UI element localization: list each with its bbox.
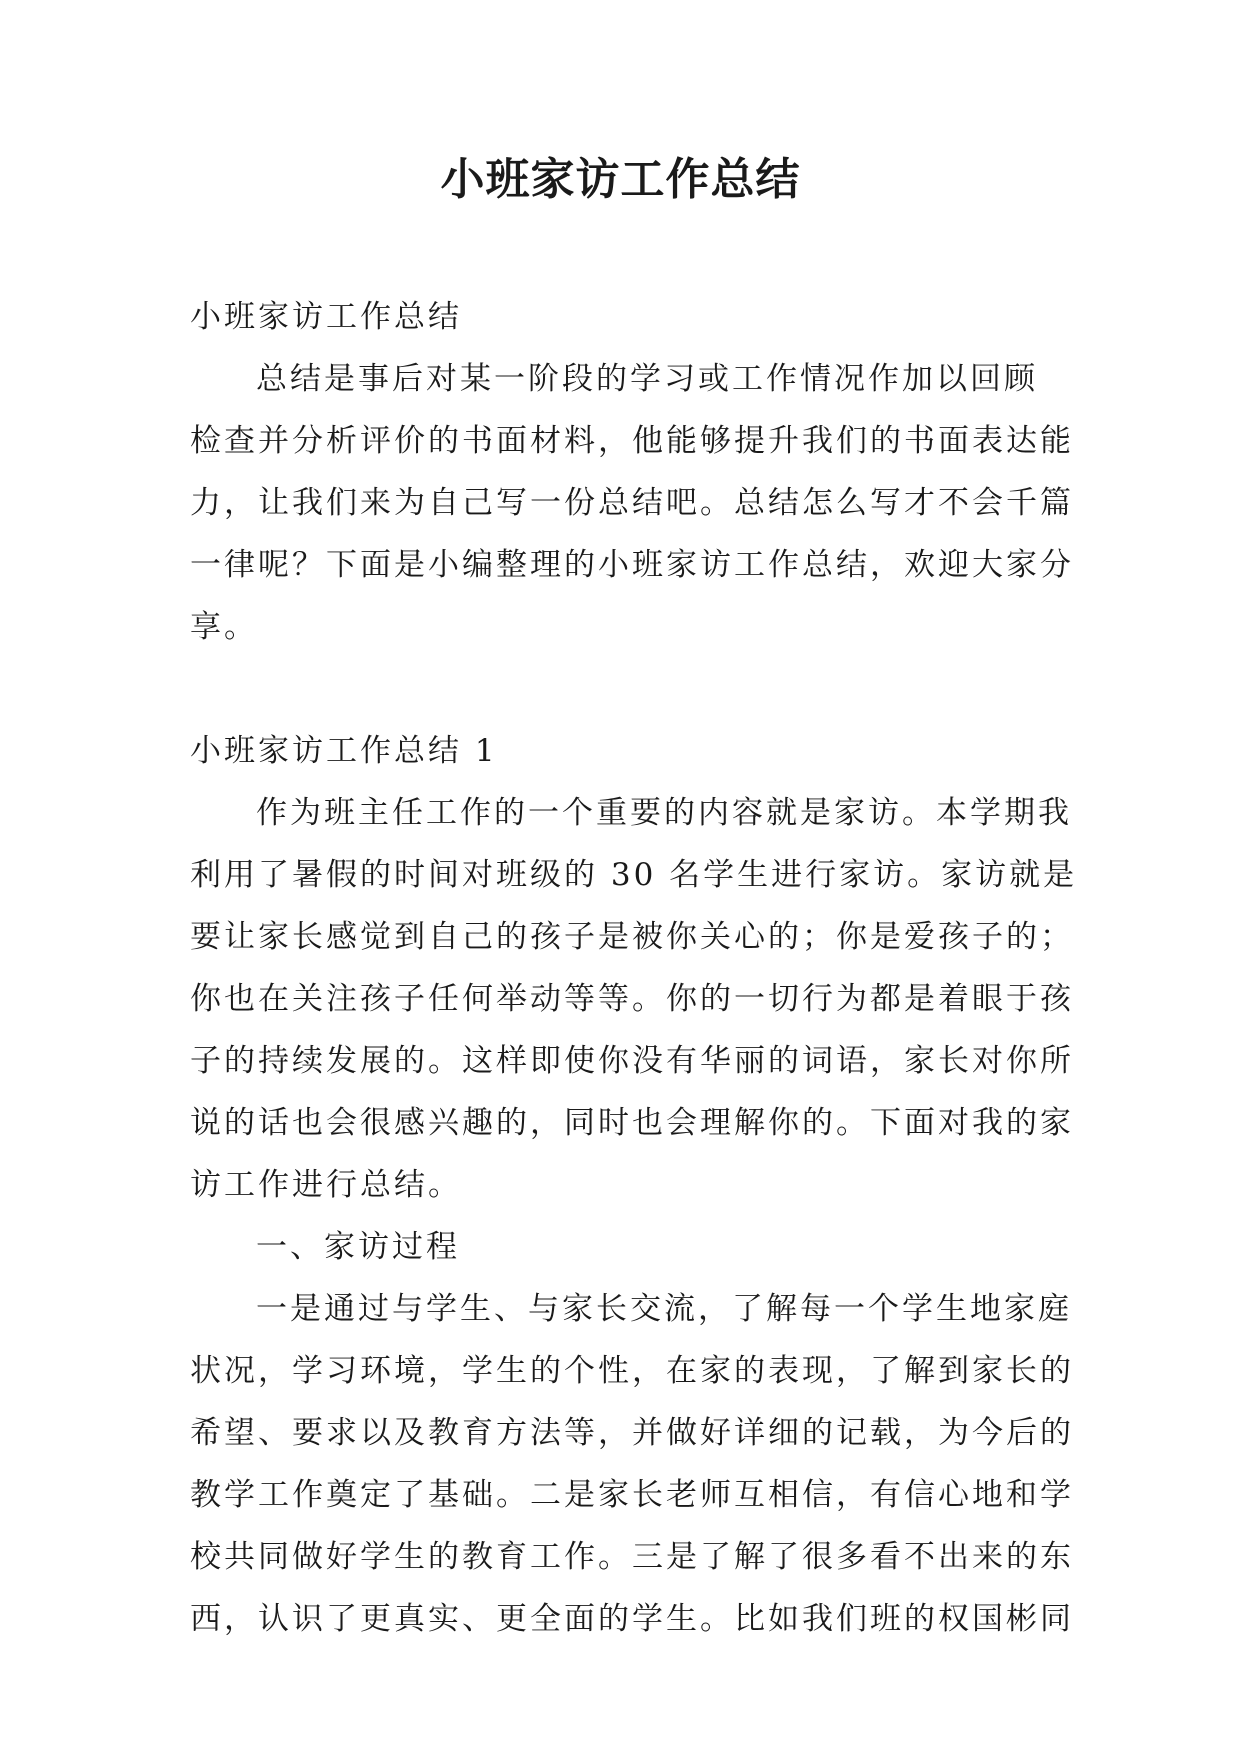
paragraph-line: 检查并分析评价的书面材料，他能够提升我们的书面表达能 xyxy=(190,423,1074,459)
paragraph-line: 要让家长感觉到自己的孩子是被你关心的；你是爱孩子的； xyxy=(190,919,1074,955)
paragraph-line: 一律呢？下面是小编整理的小班家访工作总结，欢迎大家分 xyxy=(190,547,1074,583)
intro-paragraph xyxy=(190,348,1074,658)
paragraph-line: 力，让我们来为自己写一份总结吧。总结怎么写才不会千篇 xyxy=(190,485,1074,521)
paragraph-line: 你也在关注孩子任何举动等等。你的一切行为都是着眼于孩 xyxy=(190,981,1074,1017)
section1-paragraph-2 xyxy=(190,1278,1074,1650)
section1-paragraph-1 xyxy=(190,782,1078,1216)
spacer xyxy=(190,658,1062,720)
paragraph-line: 享。 xyxy=(190,609,258,645)
paragraph-line: 校共同做好学生的教育工作。三是了解了很多看不出来的东 xyxy=(190,1539,1074,1575)
paragraph-line: 教学工作奠定了基础。二是家长老师互相信，有信心地和学 xyxy=(190,1477,1074,1513)
paragraph-line: 总结是事后对某一阶段的学习或工作情况作加以回顾 xyxy=(256,361,1038,397)
paragraph-line: 一是通过与学生、与家长交流，了解每一个学生地家庭 xyxy=(256,1291,1072,1327)
paragraph-line: 说的话也会很感兴趣的，同时也会理解你的。下面对我的家 xyxy=(190,1105,1074,1141)
section-label: 小班家访工作总结 xyxy=(190,299,462,335)
paragraph-line: 访工作进行总结。 xyxy=(190,1167,462,1203)
paragraph-line: 作为班主任工作的一个重要的内容就是家访。本学期我 xyxy=(256,795,1072,831)
paragraph-line: 希望、要求以及教育方法等，并做好详细的记载，为今后的 xyxy=(190,1415,1074,1451)
paragraph-line: 子的持续发展的。这样即使你没有华丽的词语，家长对你所 xyxy=(190,1043,1074,1079)
section-heading: 小班家访工作总结 1 xyxy=(190,733,498,769)
paragraph-line: 利用了暑假的时间对班级的 30 名学生进行家访。家访就是 xyxy=(190,857,1078,893)
paragraph-line: 状况，学习环境，学生的个性，在家的表现，了解到家长的 xyxy=(190,1353,1074,1389)
document-title: 小班家访工作总结 xyxy=(440,154,801,205)
document-body xyxy=(190,286,1078,1650)
subheading: 一、家访过程 xyxy=(256,1229,460,1265)
paragraph-line: 西，认识了更真实、更全面的学生。比如我们班的权国彬同 xyxy=(190,1601,1074,1637)
